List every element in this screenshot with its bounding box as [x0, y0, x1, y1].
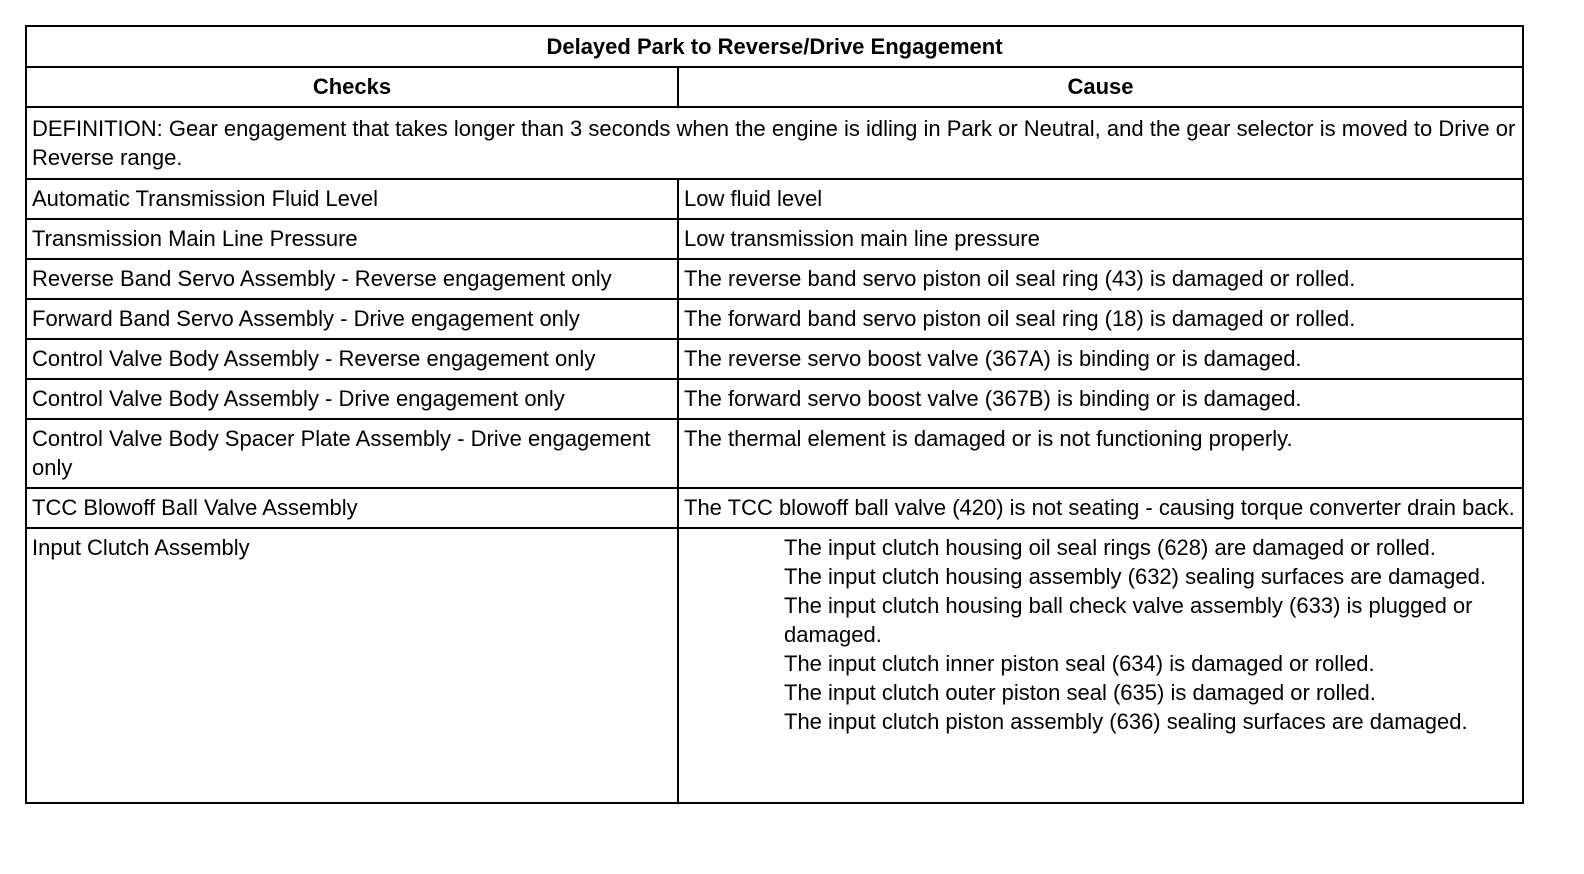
cause-list-cell	[678, 528, 1523, 803]
table-row	[26, 488, 1523, 528]
definition-row	[26, 107, 1523, 179]
cause-list-item: The input clutch housing ball check valve assembly (633) is plugged or damaged.	[784, 593, 1473, 647]
header-cause: Cause	[678, 67, 1523, 107]
cause-list	[684, 533, 1517, 736]
diagnostic-table	[25, 25, 1524, 804]
table-row	[26, 419, 1523, 488]
table-row	[26, 259, 1523, 299]
cause-list-item: The input clutch housing oil seal rings (628) are damaged or rolled.	[784, 535, 1436, 560]
check-cell: Control Valve Body Assembly - Reverse engagement only	[26, 339, 678, 379]
cause-cell: Low transmission main line pressure	[678, 219, 1523, 259]
diagnostic-table-page	[25, 25, 1522, 804]
check-cell: Input Clutch Assembly	[26, 528, 678, 803]
definition-text: DEFINITION: Gear engagement that takes longer than 3 seconds when the engine is idling in Park or Neutral, and the gear selector is moved to Drive or Reverse range.	[26, 107, 1523, 179]
check-cell: Control Valve Body Assembly - Drive engagement only	[26, 379, 678, 419]
cause-list-item: The input clutch inner piston seal (634) is damaged or rolled.	[784, 651, 1375, 676]
cause-list-item: The input clutch piston assembly (636) sealing surfaces are damaged.	[784, 709, 1468, 734]
check-cell: Forward Band Servo Assembly - Drive engagement only	[26, 299, 678, 339]
check-cell: Control Valve Body Spacer Plate Assembly - Drive engagement only	[26, 419, 678, 488]
table-row-input-clutch	[26, 528, 1523, 803]
cause-cell: The forward band servo piston oil seal ring (18) is damaged or rolled.	[678, 299, 1523, 339]
cause-cell: The TCC blowoff ball valve (420) is not seating - causing torque converter drain back.	[678, 488, 1523, 528]
check-cell: TCC Blowoff Ball Valve Assembly	[26, 488, 678, 528]
cause-cell: The forward servo boost valve (367B) is binding or is damaged.	[678, 379, 1523, 419]
table-row	[26, 179, 1523, 219]
cause-cell: The reverse band servo piston oil seal ring (43) is damaged or rolled.	[678, 259, 1523, 299]
table-title-row	[26, 26, 1523, 67]
cause-cell: The thermal element is damaged or is not functioning properly.	[678, 419, 1523, 488]
table-title: Delayed Park to Reverse/Drive Engagement	[26, 26, 1523, 67]
table-row	[26, 219, 1523, 259]
table-header-row	[26, 67, 1523, 107]
cause-cell: Low fluid level	[678, 179, 1523, 219]
table-row	[26, 299, 1523, 339]
header-checks: Checks	[26, 67, 678, 107]
table-row	[26, 379, 1523, 419]
table-row	[26, 339, 1523, 379]
cause-cell: The reverse servo boost valve (367A) is binding or is damaged.	[678, 339, 1523, 379]
cause-list-item: The input clutch housing assembly (632) sealing surfaces are damaged.	[784, 564, 1486, 589]
check-cell: Transmission Main Line Pressure	[26, 219, 678, 259]
check-cell: Automatic Transmission Fluid Level	[26, 179, 678, 219]
cause-list-item: The input clutch outer piston seal (635) is damaged or rolled.	[784, 680, 1376, 705]
check-cell: Reverse Band Servo Assembly - Reverse engagement only	[26, 259, 678, 299]
